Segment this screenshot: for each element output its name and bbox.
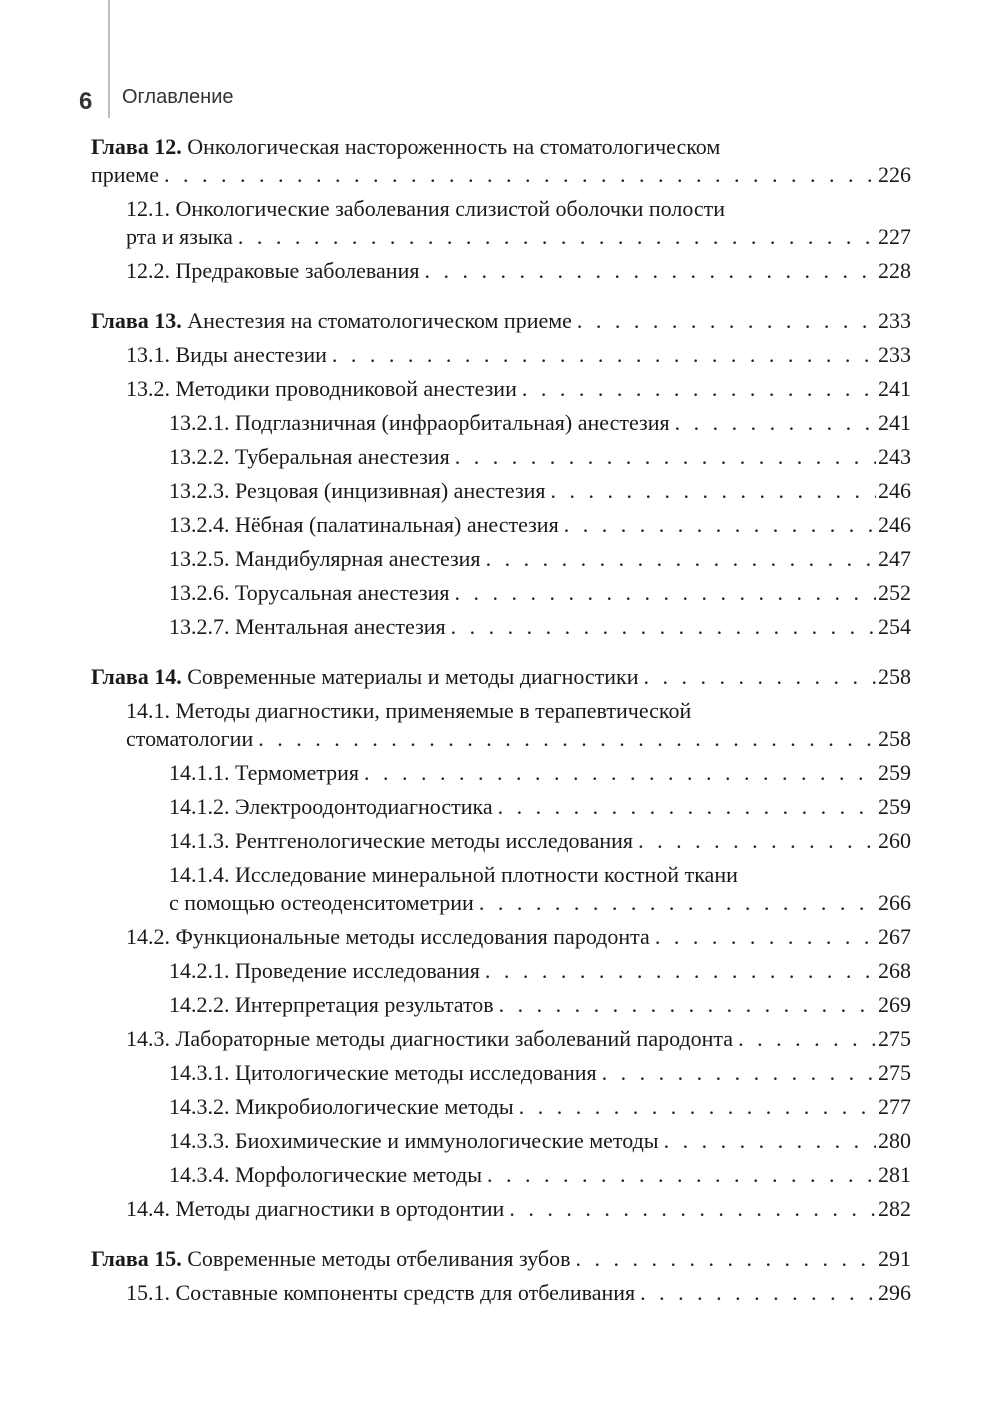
entry-title-line: 14.1.4. Исследование минеральной плотности костной ткани (169, 862, 738, 887)
dot-leader (738, 1025, 876, 1053)
page-ref: 282 (878, 1196, 911, 1221)
entry-title: 13.2.1. Подглазничная (инфраорбитальная) анестезия (169, 410, 670, 435)
dot-leader (644, 663, 876, 691)
dot-leader (332, 341, 876, 369)
page-ref: 281 (878, 1162, 911, 1187)
page-ref: 258 (878, 726, 911, 751)
page-ref: 247 (878, 546, 911, 571)
entry-title: 15.1. Составные компоненты средств для отбеливания (126, 1280, 636, 1305)
dot-leader (675, 409, 876, 437)
header-rule (108, 0, 110, 118)
chapter-15 (91, 1245, 911, 1307)
page-ref: 268 (878, 958, 911, 983)
page-ref: 277 (878, 1094, 911, 1119)
page-ref: 259 (878, 794, 911, 819)
entry-title: 14.3. Лабораторные методы диагностики заболеваний пародонта (126, 1026, 734, 1051)
page-ref: 267 (878, 924, 911, 949)
page-ref: 280 (878, 1128, 911, 1153)
dot-leader (551, 477, 876, 505)
page-ref: 228 (878, 258, 911, 283)
toc-entry-14-2-2[interactable] (91, 991, 911, 1019)
dot-leader (486, 545, 876, 573)
toc-entry-13-2-7[interactable] (91, 613, 911, 641)
page-ref: 291 (878, 1246, 911, 1271)
toc-entry-13-1[interactable] (91, 341, 911, 369)
entry-title: 13.2.3. Резцовая (инцизивная) анестезия (169, 478, 546, 503)
toc-entry-15-1[interactable] (91, 1279, 911, 1307)
entry-title: 13.2. Методики проводниковой анестезии (126, 376, 517, 401)
dot-leader (451, 613, 876, 641)
toc-entry-12-2[interactable] (91, 257, 911, 285)
entry-title: Современные методы отбеливания зубов (187, 1246, 571, 1271)
entry-title: 14.2.2. Интерпретация результатов (169, 992, 494, 1017)
entry-title: 13.2.6. Торусальная анестезия (169, 580, 450, 605)
toc-entry-14-4[interactable] (91, 1195, 911, 1223)
entry-title-line: Онкологическая настороженность на стоматологическом (187, 134, 721, 159)
entry-title: 13.2.4. Нёбная (палатинальная) анестезия (169, 512, 559, 537)
page-ref: 227 (878, 224, 911, 249)
toc-entry-14-3-2[interactable] (91, 1093, 911, 1121)
page-ref: 296 (878, 1280, 911, 1305)
page-ref: 241 (878, 376, 911, 401)
dot-leader (577, 307, 876, 335)
page-ref: 226 (878, 162, 911, 187)
entry-title: 14.4. Методы диагностики в ортодонтии (126, 1196, 505, 1221)
entry-title: 13.2.5. Мандибулярная анестезия (169, 546, 481, 571)
dot-leader (640, 1279, 876, 1307)
toc-entry-13-2-3[interactable] (91, 477, 911, 505)
dot-leader (364, 759, 876, 787)
page-ref: 233 (878, 342, 911, 367)
toc-entry-14-1-4[interactable] (91, 861, 911, 917)
entry-title: 14.3.3. Биохимические и иммунологические методы (169, 1128, 659, 1153)
toc-entry-14-1-2[interactable] (91, 793, 911, 821)
page-ref: 266 (878, 890, 911, 915)
toc-entry-13-2-1[interactable] (91, 409, 911, 437)
entry-title: 14.2.1. Проведение исследования (169, 958, 480, 983)
toc-entry-14-3-3[interactable] (91, 1127, 911, 1155)
dot-leader (498, 793, 876, 821)
page-ref: 269 (878, 992, 911, 1017)
entry-title-line: рта и языка (126, 224, 233, 249)
chapter-12 (91, 133, 911, 285)
toc-entry-chapter-14[interactable] (91, 663, 911, 691)
dot-leader (576, 1245, 877, 1273)
entry-title-line: приеме (91, 162, 159, 187)
dot-leader (638, 827, 876, 855)
entry-title: 14.1.1. Термометрия (169, 760, 359, 785)
chapter-label: Глава 15. (91, 1246, 182, 1271)
dot-leader (522, 375, 876, 403)
entry-title: 14.3.2. Микробиологические методы (169, 1094, 514, 1119)
chapter-13 (91, 307, 911, 641)
toc-entry-chapter-15[interactable] (91, 1245, 911, 1273)
page-ref: 275 (878, 1060, 911, 1085)
page-ref: 259 (878, 760, 911, 785)
page-ref: 233 (878, 308, 911, 333)
dot-leader (485, 957, 876, 985)
page-ref: 252 (878, 580, 911, 605)
dot-leader (509, 1195, 876, 1223)
dot-leader (664, 1127, 876, 1155)
entry-title: 12.2. Предраковые заболевания (126, 258, 420, 283)
dot-leader (164, 161, 876, 189)
page-number: 6 (79, 88, 93, 115)
dot-leader (238, 223, 876, 251)
entry-title-line: 12.1. Онкологические заболевания слизистой оболочки полости (126, 196, 726, 221)
dot-leader (455, 443, 876, 471)
entry-title: 13.2.2. Туберальная анестезия (169, 444, 450, 469)
toc-entry-chapter-12[interactable] (91, 133, 911, 189)
entry-title: 14.1.2. Электроодонтодиагностика (169, 794, 493, 819)
toc-entry-13-2-5[interactable] (91, 545, 911, 573)
page-ref: 241 (878, 410, 911, 435)
chapter-14 (91, 663, 911, 1223)
dot-leader (564, 511, 876, 539)
toc-entry-14-1-3[interactable] (91, 827, 911, 855)
entry-title: Анестезия на стоматологическом приеме (187, 308, 572, 333)
dot-leader (424, 257, 876, 285)
dot-leader (479, 889, 876, 917)
toc-entry-13-2-6[interactable] (91, 579, 911, 607)
dot-leader (455, 579, 877, 607)
toc-entry-14-2[interactable] (91, 923, 911, 951)
toc-entry-14-3-4[interactable] (91, 1161, 911, 1189)
dot-leader (655, 923, 876, 951)
page-ref: 246 (878, 512, 911, 537)
table-of-contents (91, 133, 911, 1329)
entry-title: 14.2. Функциональные методы исследования пародонта (126, 924, 650, 949)
entry-title: 14.3.1. Цитологические методы исследования (169, 1060, 597, 1085)
toc-entry-14-1[interactable] (91, 697, 911, 753)
toc-entry-14-3[interactable] (91, 1025, 911, 1053)
toc-entry-chapter-13[interactable] (91, 307, 911, 335)
toc-entry-14-1-1[interactable] (91, 759, 911, 787)
toc-entry-13-2[interactable] (91, 375, 911, 403)
toc-entry-14-3-1[interactable] (91, 1059, 911, 1087)
running-title: Оглавление (122, 86, 234, 108)
entry-title-line: стоматологии (126, 726, 254, 751)
dot-leader (602, 1059, 876, 1087)
dot-leader (487, 1161, 876, 1189)
chapter-label: Глава 14. (91, 664, 182, 689)
toc-entry-12-1[interactable] (91, 195, 911, 251)
page-ref: 246 (878, 478, 911, 503)
entry-title: Современные материалы и методы диагностики (187, 664, 639, 689)
dot-leader (258, 725, 876, 753)
page-ref: 275 (878, 1026, 911, 1051)
chapter-label: Глава 13. (91, 308, 182, 333)
entry-title: 13.2.7. Ментальная анестезия (169, 614, 446, 639)
page-ref: 258 (878, 664, 911, 689)
page-ref: 260 (878, 828, 911, 853)
page-ref: 243 (878, 444, 911, 469)
chapter-label: Глава 12. (91, 134, 182, 159)
toc-entry-13-2-4[interactable] (91, 511, 911, 539)
entry-title: 14.3.4. Морфологические методы (169, 1162, 482, 1187)
toc-entry-13-2-2[interactable] (91, 443, 911, 471)
page-ref: 254 (878, 614, 911, 639)
entry-title: 13.1. Виды анестезии (126, 342, 327, 367)
toc-entry-14-2-1[interactable] (91, 957, 911, 985)
dot-leader (519, 1093, 876, 1121)
entry-title-line: с помощью остеоденситометрии (169, 890, 474, 915)
entry-title: 14.1.3. Рентгенологические методы исследования (169, 828, 634, 853)
dot-leader (499, 991, 876, 1019)
entry-title-line: 14.1. Методы диагностики, применяемые в терапевтической (126, 698, 692, 723)
